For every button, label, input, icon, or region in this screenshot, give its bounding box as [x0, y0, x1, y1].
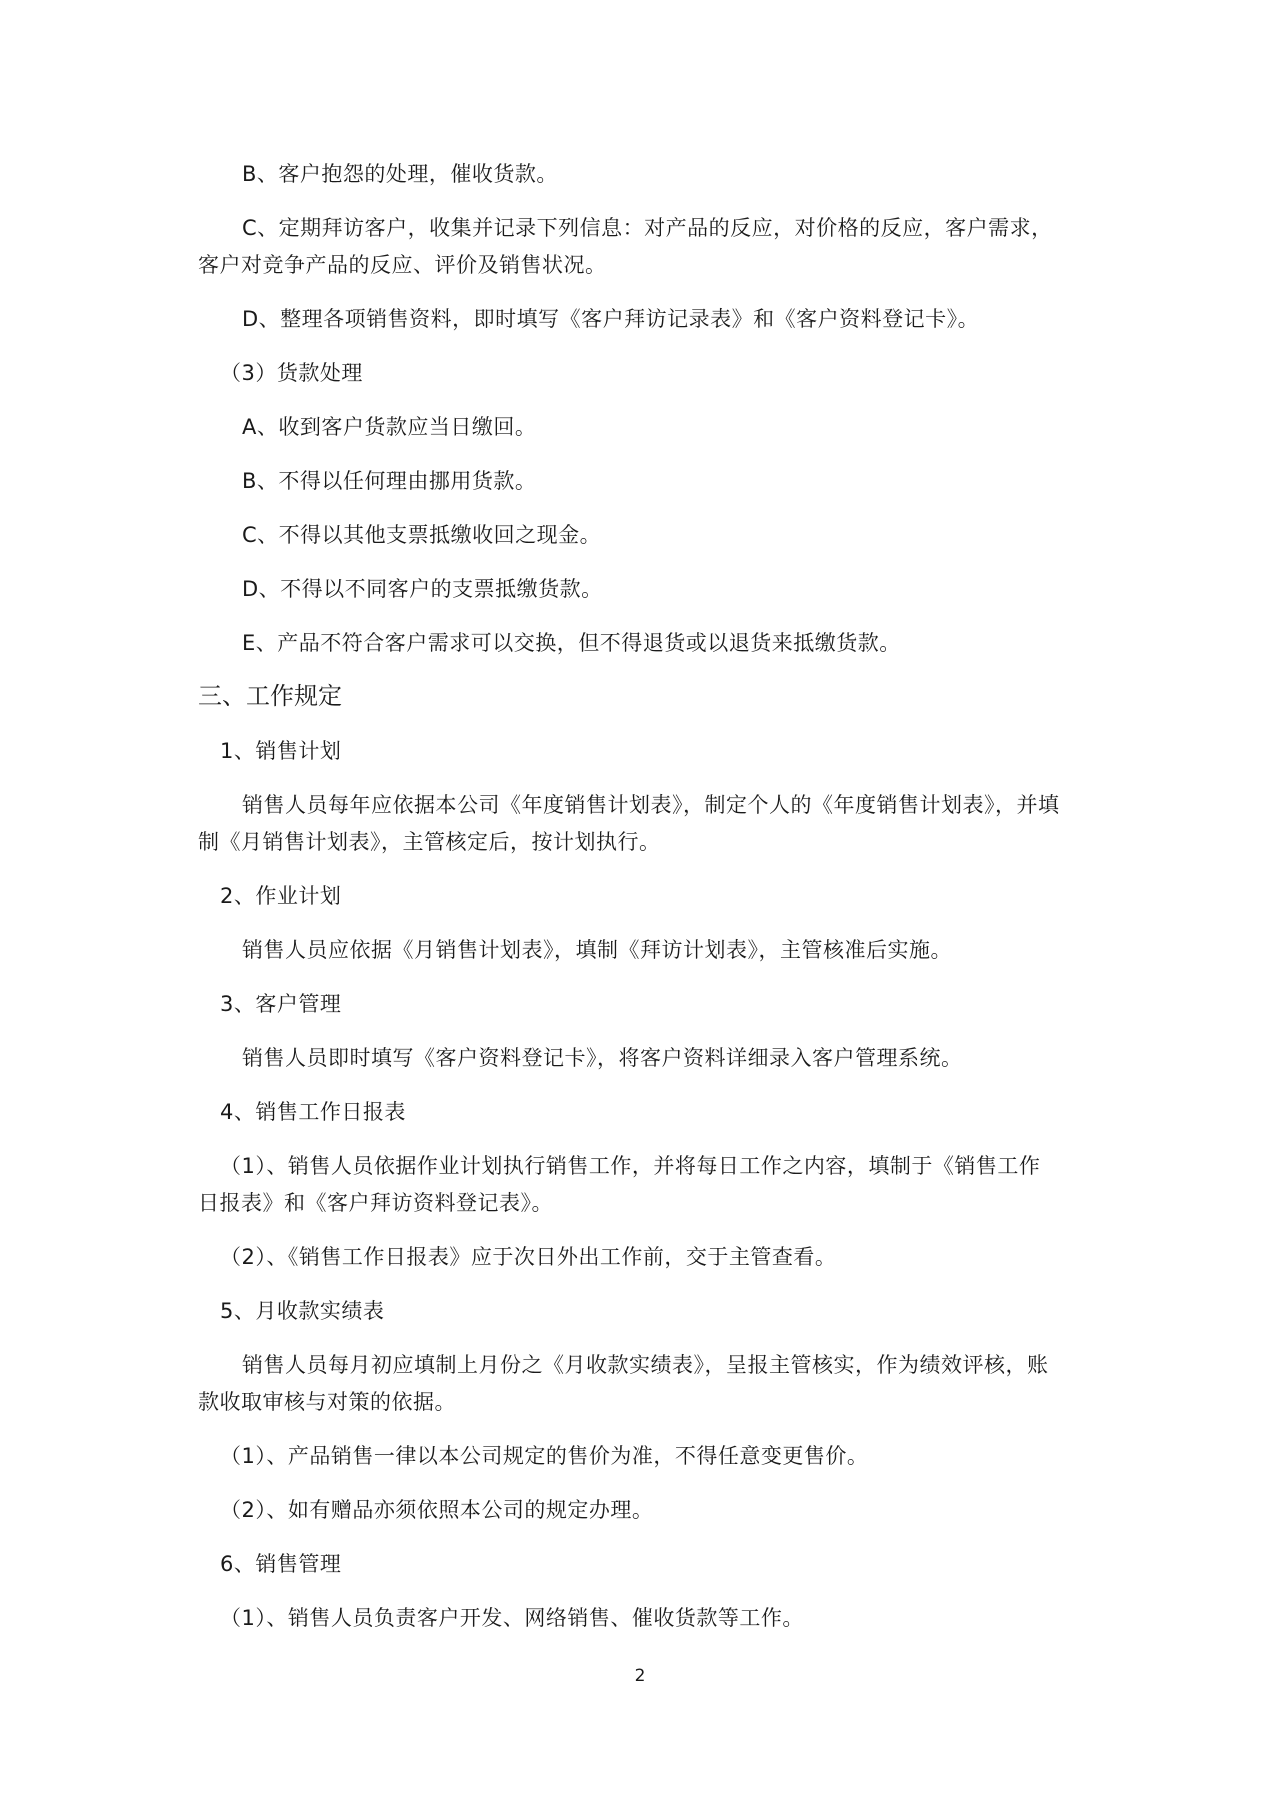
item-c-payment: C、不得以其他支票抵缴收回之现金。: [242, 523, 602, 547]
item4-title: 4、销售工作日报表: [220, 1100, 406, 1124]
item6-title: 6、销售管理: [220, 1552, 342, 1576]
item1-text-line2: 制《月销售计划表》，主管核定后，按计划执行。: [198, 830, 661, 854]
item2-text: 销售人员应依据《月销售计划表》，填制《拜访计划表》，主管核准后实施。: [242, 938, 952, 962]
item1-text-line1: 销售人员每年应依据本公司《年度销售计划表》，制定个人的《年度销售计划表》，并填: [242, 793, 1060, 817]
item2-title: 2、作业计划: [220, 884, 342, 908]
item5-title: 5、月收款实绩表: [220, 1299, 385, 1323]
item5-text-line1: 销售人员每月初应填制上月份之《月收款实绩表》，呈报主管核实，作为绩效评核，账: [242, 1353, 1049, 1377]
item5-p2: （2）、如有赠品亦须依照本公司的规定办理。: [220, 1498, 654, 1522]
item4-p1-line1: （1）、销售人员依据作业计划执行销售工作，并将每日工作之内容，填制于《销售工作: [220, 1154, 1041, 1178]
page-number: 2: [634, 1666, 646, 1686]
item4-p2: （2）、《销售工作日报表》应于次日外出工作前，交于主管查看。: [220, 1245, 837, 1269]
item-e-payment: E、产品不符合客户需求可以交换，但不得退货或以退货来抵缴货款。: [242, 631, 901, 655]
subsection-payment-title: （3）货款处理: [220, 361, 363, 385]
item6-p1: （1）、销售人员负责客户开发、网络销售、催收货款等工作。: [220, 1606, 804, 1630]
item-d-payment: D、不得以不同客户的支票抵缴货款。: [242, 577, 603, 601]
item4-p1-line2: 日报表》和《客户拜访资料登记表》。: [198, 1191, 553, 1215]
item5-p1: （1）、产品销售一律以本公司规定的售价为准，不得任意变更售价。: [220, 1444, 869, 1468]
item-b-complaint: B、客户抱怨的处理，催收货款。: [242, 162, 558, 186]
item-a-payment: A、收到客户货款应当日缴回。: [242, 415, 537, 439]
item-c-visit-line2: 客户对竞争产品的反应、评价及销售状况。: [198, 253, 607, 277]
item-c-visit-line1: C、定期拜访客户，收集并记录下列信息：对产品的反应，对价格的反应，客户需求，: [242, 216, 1053, 240]
item5-text-line2: 款收取审核与对策的依据。: [198, 1390, 456, 1414]
item1-title: 1、销售计划: [220, 739, 342, 763]
item3-text: 销售人员即时填写《客户资料登记卡》，将客户资料详细录入客户管理系统。: [242, 1046, 963, 1070]
section-heading: 三、工作规定: [198, 682, 342, 710]
item-d-records: D、整理各项销售资料，即时填写《客户拜访记录表》和《客户资料登记卡》。: [242, 307, 980, 331]
item3-title: 3、客户管理: [220, 992, 342, 1016]
item-b-payment: B、不得以任何理由挪用货款。: [242, 469, 537, 493]
